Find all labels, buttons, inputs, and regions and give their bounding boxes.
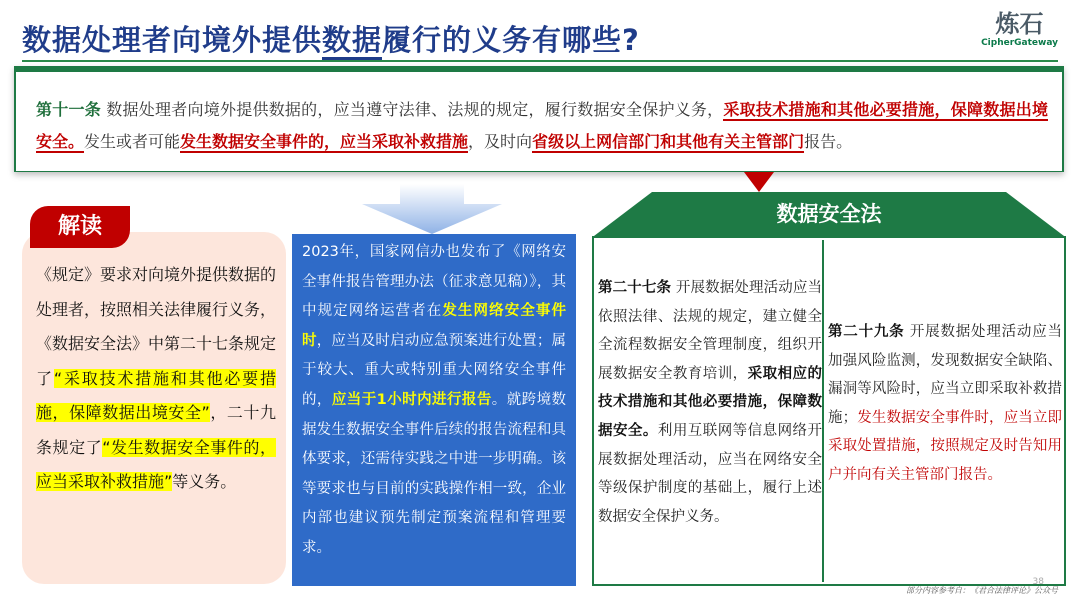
notice-yellow-1: 发生网络安全事件时 bbox=[302, 303, 566, 349]
article-29-red: 发生数据安全事件时，应当立即采取处置措施，按照规定及时告知用户并向有关主管部门报告。 bbox=[828, 409, 1063, 483]
notice-panel bbox=[292, 234, 576, 586]
article-11-red-1: 采取技术措施和其他必要措施，保障数据出境安全。 bbox=[36, 100, 1048, 151]
cipher-gateway-logo bbox=[981, 10, 1058, 49]
article-27-text-1: 开展数据处理活动应当依照法律、法规的规定，建立健全全流程数据安全管理制度，组织开展数据安全教育培训， bbox=[598, 280, 823, 382]
article-11-red-2: 发生数据安全事件的，应当采取补救措施 bbox=[180, 132, 469, 151]
page-title bbox=[22, 18, 640, 59]
article-11-text-2: 发生或者可能 bbox=[84, 132, 181, 151]
interpretation-text-1: 《规定》要求对向境外提供数据的处理者，按照相关法律履行义务，《数据安全法》中第二十七条规定了 bbox=[36, 265, 277, 388]
article-27-text-2: 利用互联网等信息网络开展数据处理活动，应当在网络安全等级保护制度的基础上，履行上述数据安全保护义务。 bbox=[598, 422, 823, 525]
interpretation-highlight-2: “发生数据安全事件的，应当采取补救措施” bbox=[36, 437, 276, 491]
notice-text-3: 。就跨境数据发生数据安全事件后续的报告流程和具体要求，还需待实践之中进一步明确。该等要求也与目前的实践操作相一致，企业内部也建议预先制定预案流程和管理要求。 bbox=[302, 391, 567, 556]
law-column-divider bbox=[822, 240, 824, 582]
interpretation-text-3: 等义务。 bbox=[172, 472, 237, 491]
title-part1: 数据处理者向境外提供 bbox=[22, 23, 323, 57]
title-divider bbox=[22, 60, 1058, 62]
interpretation-tab: 解读 bbox=[30, 206, 130, 248]
page-number: 38 bbox=[1032, 577, 1044, 587]
blue-down-arrow-icon bbox=[362, 184, 502, 234]
article-11-text-1: 数据处理者向境外提供数据的，应当遵守法律、法规的规定，履行数据安全保护义务， bbox=[106, 100, 724, 119]
article-29-label: 第二十九条 bbox=[828, 324, 905, 340]
source-note: 部分内容参考自：《君合法律评论》公众号 bbox=[906, 586, 1058, 595]
logo-en: CipherGateway bbox=[981, 38, 1058, 48]
article-11-label: 第十一条 bbox=[36, 100, 101, 119]
notice-text-2: ，应当及时启动应急预案进行处置；属于较大、重大或特别重大网络安全事件的， bbox=[302, 332, 567, 408]
title-part2: 履行的义务有哪些? bbox=[382, 23, 640, 57]
article-11-red-3: 省级以上网信部门和其他有关主管部门 bbox=[532, 132, 805, 151]
interpretation-highlight-1: “采取技术措施和其他必要措施，保障数据出境安全” bbox=[36, 368, 276, 422]
notice-yellow-2: 应当于1小时内进行报告 bbox=[331, 391, 492, 408]
interpretation-text bbox=[36, 258, 276, 500]
logo-cn: 炼石 bbox=[995, 10, 1044, 38]
title-underlined: 数据 bbox=[322, 23, 382, 61]
article-27-label: 第二十七条 bbox=[598, 280, 672, 296]
notice-text-1: 2023年，国家网信办也发布了《网络安全事件报告管理办法（征求意见稿）》，其中规定网络运营者在 bbox=[302, 244, 566, 320]
article-11-box bbox=[14, 66, 1064, 172]
article-11-text-3: ，及时向 bbox=[468, 132, 533, 151]
red-down-arrow-icon bbox=[744, 172, 774, 192]
law-heading: 数据安全法 bbox=[776, 202, 882, 226]
article-27-red: 采取相应的技术措施和其他必要措施，保障数据安全。 bbox=[598, 365, 823, 439]
article-27-text bbox=[598, 274, 822, 531]
article-29-text bbox=[828, 318, 1062, 490]
article-29-text-1: 开展数据处理活动应当加强风险监测，发现数据安全缺陷、漏洞等风险时，应当立即采取补救措施； bbox=[828, 324, 1063, 426]
interpretation-text-2: ，二十九条规定了 bbox=[36, 403, 276, 457]
article-11-text-4: 报告。 bbox=[804, 132, 853, 151]
